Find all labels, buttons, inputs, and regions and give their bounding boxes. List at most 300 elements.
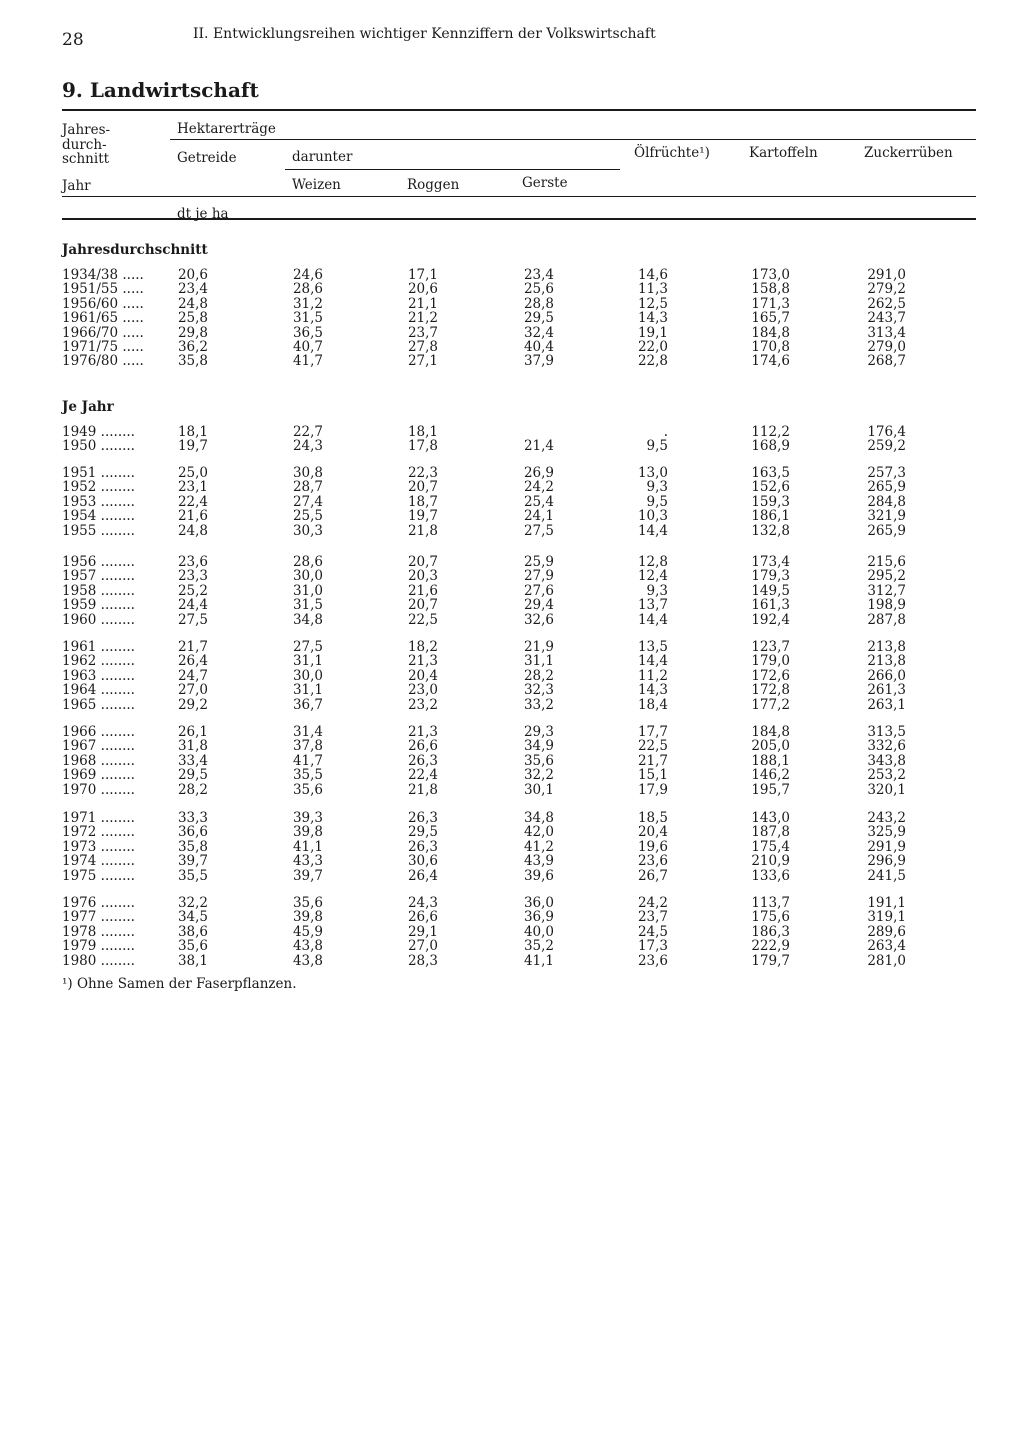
cell-oelfruechte: 19,6: [637, 838, 668, 855]
cell-oelfruechte: 13,0: [637, 465, 668, 481]
cell-kartoffeln: 177,2: [751, 696, 790, 713]
cell-kartoffeln: 172,8: [751, 682, 790, 699]
cell-getreide: 29,8: [177, 324, 208, 341]
cell-getreide: 36,6: [177, 824, 208, 841]
cell-gerste: 28,8: [523, 295, 554, 312]
cell-getreide: 33,3: [177, 810, 208, 826]
cell-zuckerrueben: 257,3: [867, 465, 906, 481]
cell-getreide: 23,6: [177, 554, 208, 570]
cell-zuckerrueben: 191,1: [867, 895, 906, 911]
cell-kartoffeln: 184,8: [751, 724, 790, 740]
cell-weizen: 27,4: [292, 493, 323, 510]
cell-kartoffeln: 210,9: [751, 853, 790, 870]
cell-gerste: 21,9: [523, 639, 554, 655]
cell-roggen: 29,5: [407, 824, 438, 841]
cell-roggen: 21,1: [407, 295, 438, 312]
cell-kartoffeln: 172,6: [751, 667, 790, 684]
cell-roggen: 24,3: [407, 895, 438, 911]
cell-weizen: 28,7: [292, 479, 323, 496]
row-label: 1972 ........: [62, 825, 135, 841]
cell-gerste: 41,1: [523, 952, 554, 969]
cell-zuckerrueben: 213,8: [867, 653, 906, 670]
row-label: 1973 ........: [62, 839, 135, 855]
cell-zuckerrueben: 325,9: [867, 824, 906, 841]
cell-weizen: 35,6: [292, 781, 323, 798]
cell-roggen: 28,3: [407, 952, 438, 969]
cell-gerste: 43,9: [523, 853, 554, 870]
row-label: 1956 ........: [62, 555, 135, 570]
cell-gerste: 29,5: [523, 310, 554, 327]
col-header-darunter: darunter: [292, 149, 353, 165]
cell-roggen: 27,1: [407, 353, 438, 370]
cell-oelfruechte: .: [663, 424, 668, 440]
cell-weizen: 30,0: [292, 568, 323, 585]
cell-zuckerrueben: 263,4: [867, 938, 906, 955]
cell-roggen: 20,6: [407, 281, 438, 298]
cell-getreide: 38,1: [177, 952, 208, 969]
cell-weizen: 39,7: [292, 867, 323, 884]
cell-roggen: 19,7: [407, 508, 438, 525]
cell-roggen: 18,7: [407, 493, 438, 510]
cell-gerste: 40,0: [523, 923, 554, 940]
row-label: 1978 ........: [62, 924, 135, 940]
cell-getreide: 18,1: [177, 424, 208, 440]
cell-zuckerrueben: 296,9: [867, 853, 906, 870]
cell-gerste: 21,4: [523, 438, 554, 455]
cell-oelfruechte: 22,5: [637, 738, 668, 755]
cell-gerste: 25,9: [523, 554, 554, 570]
cell-roggen: 26,6: [407, 909, 438, 926]
row-label: 1953 ........: [62, 494, 135, 510]
cell-gerste: 31,1: [523, 653, 554, 670]
cell-roggen: 23,2: [407, 696, 438, 713]
cell-getreide: 35,8: [177, 838, 208, 855]
cell-gerste: 27,5: [523, 522, 554, 539]
cell-getreide: 24,7: [177, 667, 208, 684]
unit-label: dt je ha: [177, 206, 229, 222]
page-number: 28: [62, 30, 84, 50]
cell-weizen: 28,6: [292, 281, 323, 298]
cell-zuckerrueben: 266,0: [867, 667, 906, 684]
cell-weizen: 31,2: [292, 295, 323, 312]
row-label: 1971 ........: [62, 811, 135, 826]
cell-gerste: 32,4: [523, 324, 554, 341]
cell-getreide: 27,5: [177, 611, 208, 628]
cell-zuckerrueben: 312,7: [867, 582, 906, 599]
stub-header-line3: schnitt: [62, 151, 110, 167]
cell-kartoffeln: 222,9: [751, 938, 790, 955]
stub-header-line2: durch-: [62, 137, 107, 153]
cell-getreide: 21,6: [177, 508, 208, 525]
cell-weizen: 27,5: [292, 639, 323, 655]
cell-getreide: 28,2: [177, 781, 208, 798]
chapter-heading: II. Entwicklungsreihen wichtiger Kennziffern der Volkswirtschaft: [193, 26, 656, 42]
row-label: 1959 ........: [62, 598, 135, 614]
cell-oelfruechte: 14,4: [637, 653, 668, 670]
cell-zuckerrueben: 320,1: [867, 781, 906, 798]
cell-roggen: 21,8: [407, 781, 438, 798]
footnote: ¹) Ohne Samen der Faserpflanzen.: [62, 976, 297, 992]
cell-oelfruechte: 13,7: [637, 597, 668, 614]
cell-getreide: 34,5: [177, 909, 208, 926]
cell-kartoffeln: 149,5: [751, 582, 790, 599]
col-header-zuckerrueben: Zuckerrüben: [864, 145, 953, 161]
cell-weizen: 24,6: [292, 267, 323, 283]
cell-weizen: 43,8: [292, 952, 323, 969]
cell-getreide: 29,5: [177, 767, 208, 784]
cell-roggen: 30,6: [407, 853, 438, 870]
cell-kartoffeln: 179,7: [751, 952, 790, 969]
cell-getreide: 23,1: [177, 479, 208, 496]
cell-gerste: 24,2: [523, 479, 554, 496]
cell-kartoffeln: 205,0: [751, 738, 790, 755]
cell-oelfruechte: 9,5: [646, 493, 668, 510]
row-label: 1950 ........: [62, 439, 135, 455]
cell-kartoffeln: 163,5: [751, 465, 790, 481]
cell-zuckerrueben: 321,9: [867, 508, 906, 525]
cell-roggen: 26,3: [407, 752, 438, 769]
cell-kartoffeln: 187,8: [751, 824, 790, 841]
cell-kartoffeln: 195,7: [751, 781, 790, 798]
cell-weizen: 28,6: [292, 554, 323, 570]
cell-zuckerrueben: 281,0: [867, 952, 906, 969]
cell-getreide: 20,6: [177, 267, 208, 283]
cell-zuckerrueben: 253,2: [867, 767, 906, 784]
cell-kartoffeln: 175,4: [751, 838, 790, 855]
cell-roggen: 20,7: [407, 554, 438, 570]
cell-kartoffeln: 173,4: [751, 554, 790, 570]
cell-roggen: 21,3: [407, 653, 438, 670]
cell-getreide: 23,3: [177, 568, 208, 585]
cell-roggen: 22,3: [407, 465, 438, 481]
cell-weizen: 35,6: [292, 895, 323, 911]
cell-getreide: 24,8: [177, 522, 208, 539]
cell-oelfruechte: 14,3: [637, 310, 668, 327]
cell-oelfruechte: 9,3: [646, 479, 668, 496]
cell-oelfruechte: 18,4: [637, 696, 668, 713]
cell-kartoffeln: 179,3: [751, 568, 790, 585]
cell-getreide: 39,7: [177, 853, 208, 870]
row-label: 1958 ........: [62, 583, 135, 599]
cell-oelfruechte: 20,4: [637, 824, 668, 841]
cell-kartoffeln: 158,8: [751, 281, 790, 298]
cell-gerste: 27,9: [523, 568, 554, 585]
cell-kartoffeln: 179,0: [751, 653, 790, 670]
cell-oelfruechte: 11,3: [637, 281, 668, 298]
row-label: 1934/38 .....: [62, 268, 144, 283]
cell-weizen: 30,0: [292, 667, 323, 684]
cell-oelfruechte: 12,8: [637, 554, 668, 570]
row-label: 1962 ........: [62, 654, 135, 670]
cell-oelfruechte: 22,8: [637, 353, 668, 370]
cell-kartoffeln: 146,2: [751, 767, 790, 784]
cell-kartoffeln: 159,3: [751, 493, 790, 510]
cell-kartoffeln: 170,8: [751, 339, 790, 355]
cell-zuckerrueben: 265,9: [867, 479, 906, 496]
row-label: 1961 ........: [62, 640, 135, 655]
cell-gerste: 33,2: [523, 696, 554, 713]
row-label: 1977 ........: [62, 910, 135, 926]
cell-roggen: 20,3: [407, 568, 438, 585]
cell-oelfruechte: 17,3: [637, 938, 668, 955]
cell-gerste: 25,6: [523, 281, 554, 298]
cell-zuckerrueben: 291,0: [867, 267, 906, 283]
cell-kartoffeln: 184,8: [751, 324, 790, 341]
cell-roggen: 29,1: [407, 923, 438, 940]
cell-weizen: 31,4: [292, 724, 323, 740]
cell-weizen: 34,8: [292, 611, 323, 628]
cell-roggen: 22,5: [407, 611, 438, 628]
cell-oelfruechte: 21,7: [637, 752, 668, 769]
cell-getreide: 25,8: [177, 310, 208, 327]
cell-kartoffeln: 186,1: [751, 508, 790, 525]
cell-zuckerrueben: 287,8: [867, 611, 906, 628]
cell-kartoffeln: 161,3: [751, 597, 790, 614]
cell-gerste: 39,6: [523, 867, 554, 884]
cell-kartoffeln: 174,6: [751, 353, 790, 370]
cell-oelfruechte: 15,1: [637, 767, 668, 784]
cell-weizen: 30,3: [292, 522, 323, 539]
cell-gerste: 41,2: [523, 838, 554, 855]
cell-getreide: 31,8: [177, 738, 208, 755]
row-label: 1963 ........: [62, 668, 135, 684]
cell-oelfruechte: 17,7: [637, 724, 668, 740]
row-label: 1951/55 .....: [62, 282, 144, 298]
cell-kartoffeln: 175,6: [751, 909, 790, 926]
cell-zuckerrueben: 261,3: [867, 682, 906, 699]
cell-getreide: 24,4: [177, 597, 208, 614]
cell-kartoffeln: 112,2: [751, 424, 790, 440]
cell-gerste: 24,1: [523, 508, 554, 525]
row-label: 1960 ........: [62, 612, 135, 628]
cell-roggen: 26,3: [407, 810, 438, 826]
cell-zuckerrueben: 265,9: [867, 522, 906, 539]
cell-getreide: 33,4: [177, 752, 208, 769]
cell-gerste: 29,4: [523, 597, 554, 614]
cell-gerste: 32,3: [523, 682, 554, 699]
cell-gerste: 27,6: [523, 582, 554, 599]
cell-kartoffeln: 171,3: [751, 295, 790, 312]
cell-kartoffeln: 188,1: [751, 752, 790, 769]
cell-weizen: 43,3: [292, 853, 323, 870]
cell-zuckerrueben: 213,8: [867, 639, 906, 655]
row-label: 1971/75 .....: [62, 340, 144, 355]
cell-weizen: 31,1: [292, 682, 323, 699]
cell-roggen: 21,8: [407, 522, 438, 539]
cell-weizen: 24,3: [292, 438, 323, 455]
cell-weizen: 37,8: [292, 738, 323, 755]
cell-roggen: 22,4: [407, 767, 438, 784]
cell-weizen: 39,8: [292, 824, 323, 841]
row-label: 1966 ........: [62, 725, 135, 740]
cell-gerste: 29,3: [523, 724, 554, 740]
row-label: 1979 ........: [62, 939, 135, 955]
row-label: 1976 ........: [62, 896, 135, 911]
cell-getreide: 25,2: [177, 582, 208, 599]
cell-gerste: 34,9: [523, 738, 554, 755]
row-label: 1969 ........: [62, 768, 135, 784]
cell-roggen: 26,6: [407, 738, 438, 755]
cell-zuckerrueben: 295,2: [867, 568, 906, 585]
cell-zuckerrueben: 262,5: [867, 295, 906, 312]
cell-gerste: 32,2: [523, 767, 554, 784]
cell-oelfruechte: 13,5: [637, 639, 668, 655]
row-label: 1966/70 .....: [62, 325, 144, 341]
col-header-kartoffeln: Kartoffeln: [749, 145, 818, 161]
cell-oelfruechte: 11,2: [637, 667, 668, 684]
cell-oelfruechte: 9,3: [646, 582, 668, 599]
cell-gerste: 35,2: [523, 938, 554, 955]
cell-getreide: 26,1: [177, 724, 208, 740]
cell-oelfruechte: 23,6: [637, 952, 668, 969]
cell-zuckerrueben: 243,7: [867, 310, 906, 327]
cell-kartoffeln: 168,9: [751, 438, 790, 455]
cell-kartoffeln: 152,6: [751, 479, 790, 496]
cell-oelfruechte: 23,6: [637, 853, 668, 870]
cell-zuckerrueben: 291,9: [867, 838, 906, 855]
cell-weizen: 31,1: [292, 653, 323, 670]
cell-oelfruechte: 22,0: [637, 339, 668, 355]
cell-weizen: 31,0: [292, 582, 323, 599]
cell-weizen: 31,5: [292, 597, 323, 614]
header-rule-3: [62, 196, 976, 197]
col-header-weizen: Weizen: [292, 177, 341, 193]
cell-getreide: 22,4: [177, 493, 208, 510]
col-header-oelfruechte: Ölfrüchte¹): [634, 145, 710, 161]
cell-getreide: 29,2: [177, 696, 208, 713]
cell-roggen: 21,3: [407, 724, 438, 740]
header-rule-1: [170, 139, 976, 140]
section-averages: Jahresdurchschnitt: [62, 242, 208, 258]
cell-zuckerrueben: 284,8: [867, 493, 906, 510]
cell-weizen: 35,5: [292, 767, 323, 784]
cell-gerste: 30,1: [523, 781, 554, 798]
cell-kartoffeln: 113,7: [751, 895, 790, 911]
cell-zuckerrueben: 268,7: [867, 353, 906, 370]
cell-gerste: 40,4: [523, 339, 554, 355]
cell-roggen: 20,7: [407, 479, 438, 496]
cell-gerste: 36,9: [523, 909, 554, 926]
cell-getreide: 25,0: [177, 465, 208, 481]
cell-roggen: 26,3: [407, 838, 438, 855]
row-label: 1954 ........: [62, 509, 135, 525]
stub-header-jahr: Jahr: [62, 178, 91, 194]
cell-zuckerrueben: 319,1: [867, 909, 906, 926]
cell-oelfruechte: 26,7: [637, 867, 668, 884]
cell-getreide: 27,0: [177, 682, 208, 699]
cell-oelfruechte: 9,5: [646, 438, 668, 455]
cell-roggen: 21,2: [407, 310, 438, 327]
cell-oelfruechte: 24,5: [637, 923, 668, 940]
cell-oelfruechte: 14,4: [637, 611, 668, 628]
cell-roggen: 17,8: [407, 438, 438, 455]
cell-getreide: 38,6: [177, 923, 208, 940]
cell-weizen: 39,3: [292, 810, 323, 826]
cell-zuckerrueben: 332,6: [867, 738, 906, 755]
row-label: 1949 ........: [62, 425, 135, 440]
cell-roggen: 18,2: [407, 639, 438, 655]
section-annual: Je Jahr: [62, 399, 114, 415]
cell-roggen: 23,0: [407, 682, 438, 699]
cell-kartoffeln: 173,0: [751, 267, 790, 283]
cell-roggen: 21,6: [407, 582, 438, 599]
cell-getreide: 32,2: [177, 895, 208, 911]
cell-weizen: 36,7: [292, 696, 323, 713]
top-rule: [62, 109, 976, 111]
cell-kartoffeln: 165,7: [751, 310, 790, 327]
cell-oelfruechte: 24,2: [637, 895, 668, 911]
cell-weizen: 41,7: [292, 752, 323, 769]
cell-kartoffeln: 143,0: [751, 810, 790, 826]
cell-oelfruechte: 17,9: [637, 781, 668, 798]
cell-getreide: 36,2: [177, 339, 208, 355]
cell-weizen: 25,5: [292, 508, 323, 525]
cell-roggen: 20,4: [407, 667, 438, 684]
cell-zuckerrueben: 241,5: [867, 867, 906, 884]
cell-oelfruechte: 10,3: [637, 508, 668, 525]
cell-kartoffeln: 123,7: [751, 639, 790, 655]
cell-weizen: 45,9: [292, 923, 323, 940]
cell-weizen: 30,8: [292, 465, 323, 481]
cell-zuckerrueben: 198,9: [867, 597, 906, 614]
cell-getreide: 19,7: [177, 438, 208, 455]
cell-zuckerrueben: 243,2: [867, 810, 906, 826]
cell-oelfruechte: 18,5: [637, 810, 668, 826]
cell-roggen: 18,1: [407, 424, 438, 440]
cell-oelfruechte: 14,3: [637, 682, 668, 699]
header-rule-2: [285, 169, 620, 170]
cell-getreide: 26,4: [177, 653, 208, 670]
stub-header-line1: Jahres-: [62, 122, 111, 138]
col-header-gerste: Gerste: [522, 175, 568, 191]
row-label: 1951 ........: [62, 466, 135, 481]
cell-zuckerrueben: 263,1: [867, 696, 906, 713]
cell-gerste: 32,6: [523, 611, 554, 628]
row-label: 1968 ........: [62, 753, 135, 769]
cell-gerste: 23,4: [523, 267, 554, 283]
cell-gerste: 34,8: [523, 810, 554, 826]
cell-getreide: 21,7: [177, 639, 208, 655]
row-label: 1956/60 .....: [62, 296, 144, 312]
cell-zuckerrueben: 289,6: [867, 923, 906, 940]
cell-oelfruechte: 19,1: [637, 324, 668, 341]
row-label: 1976/80 .....: [62, 354, 144, 370]
table-title: 9. Landwirtschaft: [62, 78, 259, 102]
cell-zuckerrueben: 259,2: [867, 438, 906, 455]
cell-zuckerrueben: 313,5: [867, 724, 906, 740]
cell-roggen: 26,4: [407, 867, 438, 884]
row-label: 1964 ........: [62, 683, 135, 699]
cell-roggen: 17,1: [407, 267, 438, 283]
cell-getreide: 35,6: [177, 938, 208, 955]
cell-gerste: 28,2: [523, 667, 554, 684]
cell-getreide: 35,8: [177, 353, 208, 370]
row-label: 1975 ........: [62, 868, 135, 884]
cell-zuckerrueben: 176,4: [867, 424, 906, 440]
cell-zuckerrueben: 279,2: [867, 281, 906, 298]
col-header-roggen: Roggen: [407, 177, 460, 193]
cell-roggen: 23,7: [407, 324, 438, 341]
cell-gerste: 25,4: [523, 493, 554, 510]
row-label: 1957 ........: [62, 569, 135, 585]
cell-oelfruechte: 14,6: [637, 267, 668, 283]
cell-roggen: 27,0: [407, 938, 438, 955]
cell-weizen: 39,8: [292, 909, 323, 926]
cell-oelfruechte: 23,7: [637, 909, 668, 926]
row-label: 1965 ........: [62, 697, 135, 713]
cell-kartoffeln: 186,3: [751, 923, 790, 940]
col-header-getreide: Getreide: [177, 150, 237, 166]
